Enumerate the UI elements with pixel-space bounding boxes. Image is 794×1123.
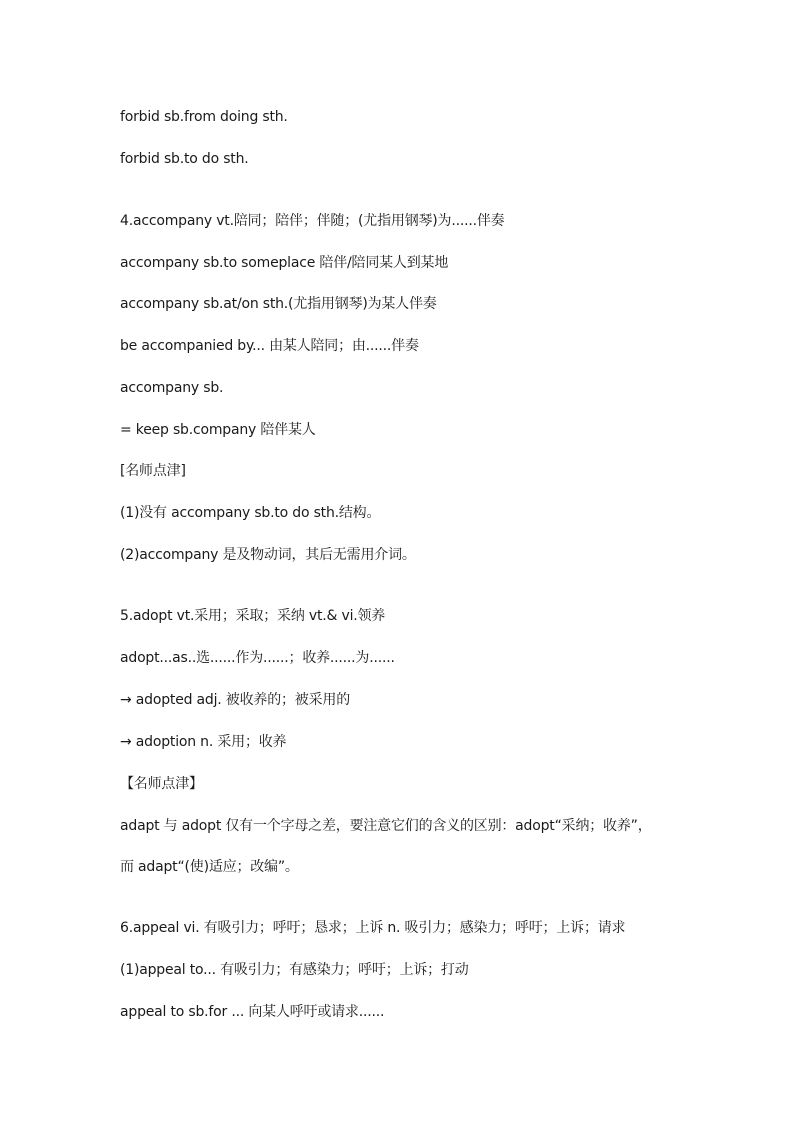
note-heading: 【名师点津】 <box>120 776 203 792</box>
text-line: accompany sb.at/on sth.(尤指用钢琴)为某人伴奏 <box>120 296 437 312</box>
text-line: appeal to sb.for ... 向某人呼吁或请求...... <box>120 1004 385 1020</box>
entry-heading-appeal: 6.appeal vi. 有吸引力；呼吁；恳求；上诉 n. 吸引力；感染力；呼吁；上诉；请求 <box>120 920 626 936</box>
entry-heading-accompany: 4.accompany vt.陪同；陪伴；伴随；(尤指用钢琴)为......伴奏 <box>120 213 505 229</box>
text-line: = keep sb.company 陪伴某人 <box>120 422 316 438</box>
text-line: (1)没有 accompany sb.to do sth.结构。 <box>120 505 381 521</box>
text-line: be accompanied by... 由某人陪同；由......伴奏 <box>120 338 419 354</box>
text-line: → adopted adj. 被收养的；被采用的 <box>120 692 350 708</box>
text-line: adapt 与 adopt 仅有一个字母之差，要注意它们的含义的区别：adopt“采纳；收养”， <box>120 818 652 834</box>
note-heading: [名师点津] <box>120 463 186 479</box>
text-line: accompany sb. <box>120 380 224 396</box>
entry-heading-adopt: 5.adopt vt.采用；采取；采纳 vt.& vi.领养 <box>120 608 386 624</box>
text-line: (1)appeal to... 有吸引力；有感染力；呼吁；上诉；打动 <box>120 962 469 978</box>
text-line: 而 adapt“(使)适应；改编”。 <box>120 859 299 875</box>
text-line: accompany sb.to someplace 陪伴/陪同某人到某地 <box>120 255 449 271</box>
text-line: adopt...as..选......作为......；收养......为...... <box>120 650 395 666</box>
text-line: → adoption n. 采用；收养 <box>120 734 287 750</box>
text-line: forbid sb.from doing sth. <box>120 109 288 125</box>
text-line: forbid sb.to do sth. <box>120 151 249 167</box>
text-line: (2)accompany 是及物动词，其后无需用介词。 <box>120 547 416 563</box>
